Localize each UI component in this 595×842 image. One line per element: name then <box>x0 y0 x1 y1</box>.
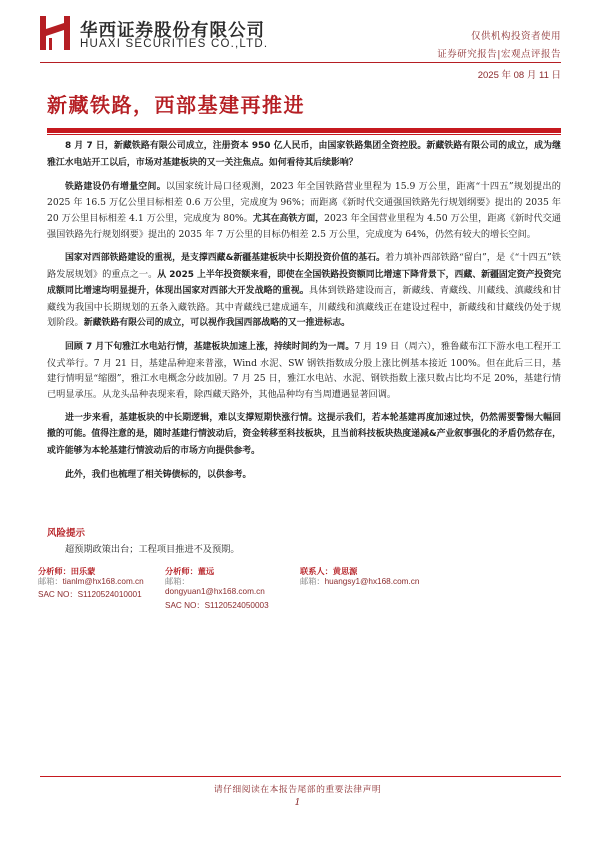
body-paragraph <box>47 410 561 460</box>
body-text: 2023 年全国营业里程为 4.50 万公里，距离《新时代交通强国铁路先行规划纲要》提出的 2035 年 7 万公里的目标仍相差 2.5 万公里，完成度为 64%，仍然有较大的增长空间。 <box>47 212 562 240</box>
body-text: 7 月 19 日（周六），雅鲁藏布江下游水电工程开工仪式举行。7 月 21 日，基建品种迎来普涨，Wind 水泥、SW 钢铁指数成分股上涨比例基本接近 100%。但在此后三日，基建行情明显“缩圈”，雅江水电概念分歧加剧。7 月 25 日，雅江水电站、水泥、钢铁指数上涨只数占比均不足 20%，基建行情已明显承压。从龙头品种表现来看，除西藏天路外，其他品种均有当周遭遇显著回调。 <box>47 341 561 400</box>
bold-text: 此外，我们也梳理了相关铸债标的，以供参考。 <box>65 469 252 480</box>
body-paragraph <box>47 339 561 402</box>
header-divider <box>40 62 561 63</box>
contact-name: 联系人：黄思源 <box>300 566 358 576</box>
bold-text: 新藏铁路有限公司的成立，可以视作我国西部战略的又一推进标志。 <box>83 318 350 328</box>
bold-text: 国家对西部铁路建设的重视，是支撑西藏&新疆基建板块中长期投资价值的基石。 <box>65 253 386 263</box>
analyst-sac: SAC NO：S1120524010001 <box>38 590 142 599</box>
page-number: 1 <box>294 797 301 808</box>
analyst-sac: SAC NO：S1120524050003 <box>165 600 269 610</box>
analyst-email[interactable]: tianlm@hx168.com.cn <box>62 576 144 586</box>
analyst-name: 分析师：田乐蒙 <box>38 566 96 576</box>
bold-text: 尤其在高铁方面， <box>252 213 325 224</box>
risk-heading: 风险提示 <box>47 528 86 539</box>
bold-text: 8 月 7 日，新藏铁路有限公司成立，注册资本 950 亿人民币，由国家铁路集团全资控股。新藏铁路有限公司的成立，成为继雅江水电站开工以后，市场对基建板块的又一关注焦点。如何看待其后续影响？ <box>47 141 561 168</box>
email-label: 邮箱： <box>165 576 190 586</box>
report-category: 证券研究报告|宏观点评报告 <box>437 49 561 60</box>
bold-text: 回顾 7 月下旬雅江水电站行情，基建板块加速上涨，持续时间约为一周。 <box>65 342 355 352</box>
title-divider <box>47 128 561 133</box>
report-body <box>47 138 561 491</box>
body-paragraph <box>47 138 561 171</box>
bold-text: 进一步来看，基建板块的中长期逻辑，难以支撑短期快涨行情。这提示我们，若本轮基建再度加速过快，仍然需要警惕大幅回撤的可能。值得注意的是，随时基建行情波动后，资金转移至科技板块，且当前科技板块热度递减&产业叙事强化的矛盾仍然存在，或许能够为本轮基建行情波动后的市场方向提供参考。 <box>47 412 561 456</box>
contact-email[interactable]: huangsy1@hx168.com.cn <box>324 576 420 586</box>
analyst-email[interactable]: dongyuan1@hx168.com.cn <box>165 587 265 596</box>
footer-divider <box>40 776 561 777</box>
report-date: 2025 年 08 月 11 日 <box>477 70 561 81</box>
legal-notice: 请仔细阅读在本报告尾部的重要法律声明 <box>213 785 382 795</box>
brand-name-cn: 华西证券股份有限公司 <box>80 21 265 41</box>
body-paragraph <box>47 250 561 332</box>
body-paragraph <box>47 179 561 243</box>
risk-text: 超预期政策出台；工程项目推进不及预期。 <box>65 544 240 555</box>
report-title: 新藏铁路，西部基建再推进 <box>47 93 305 117</box>
email-label: 邮箱： <box>38 576 63 586</box>
analyst-name: 分析师：董远 <box>165 566 215 576</box>
bold-text: 铁路建设仍有增量空间。 <box>65 181 166 192</box>
email-label: 邮箱： <box>300 576 325 586</box>
usage-note: 仅供机构投资者使用 <box>470 31 561 42</box>
analyst-block <box>165 566 269 611</box>
body-text: 着力填补西部铁路“留白”，是《“十四五”铁路发展规划》的重点之一。 <box>47 252 561 280</box>
body-text: 具体到铁路建设而言，新藏线、青藏线、川藏线、滇藏线和甘藏线为我国中长期规划的五条入藏铁路。其中青藏线已建成通车，川藏线和滇藏线正在建设过程中，新藏线和甘藏线仍处于规划阶段。 <box>47 285 561 328</box>
bold-text: 从 2025 上半年投资额来看，即使在全国铁路投资额同比增速下降背景下，西藏、新疆固定资产投资完成额同比增速均明显提升，体现出国家对西部大开发战略的重视。 <box>47 269 561 296</box>
title-divider-thin <box>47 134 561 135</box>
huaxi-logo-icon <box>40 16 70 50</box>
analyst-block <box>38 566 144 601</box>
body-text: 以国家统计局口径观测，2023 年全国铁路营业里程为 15.9 万公里，距离“十四五”规划提出的 2025 年 16.5 万亿公里目标相差 0.6 万公里，完成度为 96%；而距离《新时代交通强国铁路先行规划纲要》提出的 2035 年 20 万公里目标相差 4.1 万公里，完成度为 80%。 <box>47 180 561 224</box>
brand-name-en: HUAXI SECURITIES CO.,LTD. <box>80 38 269 50</box>
body-paragraph <box>47 467 561 484</box>
contact-block <box>300 566 419 587</box>
